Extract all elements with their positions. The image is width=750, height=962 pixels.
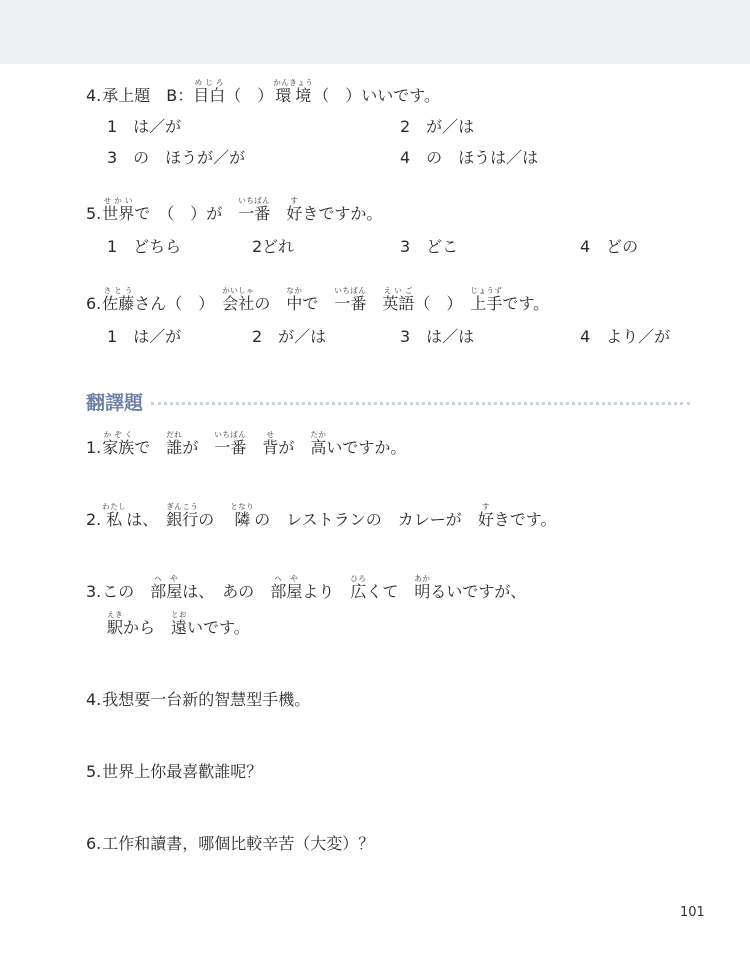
text-segment: で (134, 438, 167, 457)
furigana-word: 英語えいご (382, 286, 415, 313)
question-number: 6. (86, 294, 102, 313)
question-number: 4. (86, 690, 102, 709)
furigana-word: 中なか (286, 286, 303, 313)
furigana-reading: せかい (102, 196, 135, 205)
option-2: 2 が／は (400, 117, 475, 136)
text-segment: （ ） (225, 86, 274, 105)
text-segment: きですか。 (302, 204, 383, 223)
question-text (107, 610, 250, 638)
text-segment: の (198, 510, 231, 529)
question-5 (86, 196, 382, 224)
translation-6 (86, 834, 374, 854)
text-segment: この (102, 582, 151, 601)
translation-1 (86, 430, 406, 458)
text-segment: るいですが、 (430, 582, 527, 601)
option-3: 3 は／は (400, 327, 475, 346)
furigana-word: 私わたし (102, 502, 127, 529)
furigana-word: 広ひろ (350, 574, 367, 601)
furigana-word: 上手じょうず (470, 286, 503, 313)
furigana-reading: だれ (166, 430, 183, 439)
furigana-word: 家族かぞく (102, 430, 135, 457)
furigana-reading: す (286, 196, 303, 205)
text-segment: の レストランの カレーが (254, 510, 478, 529)
furigana-reading: かいしゃ (222, 286, 255, 295)
text-segment: 我想要一台新的智慧型手機。 (102, 690, 311, 709)
text-segment: は、 あの (182, 582, 271, 601)
furigana-reading: わたし (102, 502, 127, 511)
option-2: 2 が／は (252, 327, 327, 346)
furigana-word: 遠とお (171, 610, 188, 637)
text-segment: より (302, 582, 351, 601)
question-number: 1. (86, 438, 102, 457)
furigana-word: 部屋へや (270, 574, 303, 601)
question-number: 4. (86, 86, 102, 105)
furigana-word: 好す (286, 196, 303, 223)
translation-3 (86, 574, 526, 602)
furigana-reading: たか (310, 430, 327, 439)
text-segment: さん（ ） (134, 294, 223, 313)
text-segment: いです。 (187, 618, 250, 637)
text-segment: 世界上你最喜歡誰呢？ (102, 762, 263, 781)
text-segment: きです。 (493, 510, 557, 529)
text-segment: で (302, 294, 335, 313)
furigana-word: 高たか (310, 430, 327, 457)
text-segment: くて (366, 582, 415, 601)
question-text (102, 834, 374, 854)
question-number: 5. (86, 204, 102, 223)
translation-3-line-2 (107, 610, 250, 638)
furigana-word: 部屋へや (150, 574, 183, 601)
translation-5 (86, 762, 262, 782)
text-segment (246, 438, 262, 458)
option-1: 1 は／が (107, 117, 182, 136)
furigana-reading: さとう (102, 286, 135, 295)
question-number: 3. (86, 582, 102, 601)
page-number: 101 (680, 905, 705, 920)
option-1: 1 どちら (107, 237, 182, 256)
question-text (102, 430, 406, 458)
furigana-reading: かぞく (102, 430, 135, 439)
furigana-word: 誰だれ (166, 430, 183, 457)
text-segment: 工作和讀書，哪個比較辛苦（大変）？ (102, 834, 375, 853)
furigana-reading: じょうず (470, 286, 503, 295)
question-number: 2. (86, 510, 102, 529)
text-segment (366, 294, 382, 314)
text-segment (270, 204, 286, 224)
furigana-word: 一番いちばん (334, 286, 367, 313)
question-text (102, 762, 262, 782)
furigana-word: 明あか (414, 574, 431, 601)
section-title: 翻譯題 (86, 391, 144, 414)
text-segment: 承上題 B： (102, 86, 194, 105)
furigana-word: 駅えき (107, 610, 124, 637)
question-number: 5. (86, 762, 102, 781)
question-text (102, 502, 556, 530)
furigana-reading: す (477, 502, 494, 511)
furigana-reading: めじろ (193, 78, 226, 87)
top-header-band (0, 0, 750, 64)
text-segment: （ ） (313, 86, 362, 105)
furigana-word: 銀行ぎんこう (166, 502, 199, 529)
furigana-reading: あか (414, 574, 431, 583)
furigana-reading: となり (230, 502, 255, 511)
option-4: 4 より／が (580, 327, 671, 346)
furigana-reading: ぎんこう (166, 502, 199, 511)
furigana-reading: とお (171, 610, 188, 619)
text-segment: いですか。 (326, 438, 407, 457)
furigana-reading: せ (262, 430, 279, 439)
furigana-word: 背せ (262, 430, 279, 457)
question-text (102, 78, 440, 106)
question-text (102, 286, 549, 314)
text-segment: の (254, 294, 287, 313)
furigana-word: 環境かんきょう (273, 78, 314, 105)
furigana-word: 一番いちばん (238, 196, 271, 223)
text-segment: （ ） (414, 294, 471, 313)
question-number: 6. (86, 834, 102, 853)
furigana-reading: えいご (382, 286, 415, 295)
furigana-reading: なか (286, 286, 303, 295)
text-segment: から (123, 618, 172, 637)
furigana-reading: へや (150, 574, 183, 583)
furigana-reading: ひろ (350, 574, 367, 583)
furigana-reading: いちばん (334, 286, 367, 295)
section-divider (151, 402, 690, 405)
text-segment: です。 (502, 294, 550, 313)
furigana-reading: へや (270, 574, 303, 583)
translation-2 (86, 502, 557, 530)
furigana-word: 一番いちばん (214, 430, 247, 457)
question-6 (86, 286, 549, 314)
furigana-word: 会社かいしゃ (222, 286, 255, 313)
text-segment: は、 (126, 510, 167, 529)
option-1: 1 は／が (107, 327, 182, 346)
furigana-reading: いちばん (214, 430, 247, 439)
furigana-word: 好す (477, 502, 494, 529)
option-4: 4 どの (580, 237, 639, 256)
furigana-reading: かんきょう (273, 78, 314, 87)
furigana-word: 隣となり (230, 502, 255, 529)
option-3: 3 の ほうが／が (107, 148, 246, 167)
furigana-reading: いちばん (238, 196, 271, 205)
furigana-reading: えき (107, 610, 124, 619)
question-text (102, 690, 310, 710)
option-4: 4 の ほうは／は (400, 148, 539, 167)
option-2: 2どれ (252, 237, 295, 256)
question-4 (86, 78, 440, 106)
furigana-word: 佐藤さとう (102, 286, 135, 313)
text-segment: が (278, 438, 311, 457)
text-segment: で （ ）が (134, 204, 239, 223)
option-3: 3 どこ (400, 237, 459, 256)
section-header (86, 388, 690, 414)
furigana-word: 目白めじろ (193, 78, 226, 105)
question-text (102, 574, 526, 602)
translation-4 (86, 690, 310, 710)
text-segment: が (182, 438, 215, 457)
text-segment: いいです。 (361, 86, 441, 105)
furigana-word: 世界せかい (102, 196, 135, 223)
question-text (102, 196, 382, 224)
